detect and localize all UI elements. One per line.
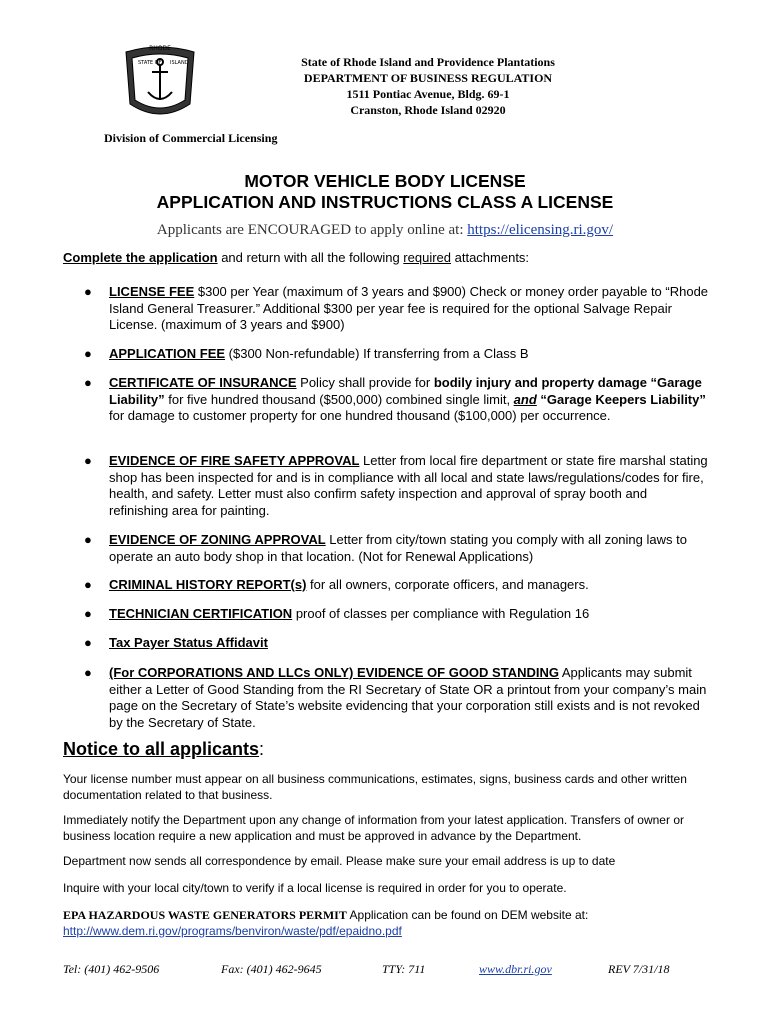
intro-line <box>63 250 529 265</box>
item-text: Applicants may submit either a Letter of Good Standing from the RI Secretary of State OR a printout from your company’s main page on the Secretary of State’s website evidencing that your corporation still exists and is not revoked by the Secretary of State. <box>109 665 707 730</box>
item-text: for five hundred thousand ($500,000) combined single limit, <box>164 391 514 407</box>
item-text: for all owners, corporate officers, and managers. <box>306 577 589 592</box>
bullet-icon: ● <box>84 532 92 547</box>
paragraph-notify-changes: Immediately notify the Department upon any change of information from your latest application. Transfers of owner or business location require a new application and must be approved in advance by the Department. <box>63 813 684 843</box>
list-item-taxpayer <box>109 635 709 652</box>
item-text: $300 per Year (maximum of 3 years and $900) Check or money order payable to “Rhode Island General Treasurer.” Additional $300 per year fee is required for the optional Salvage Repair License. (maximum of 3 years and $900) <box>109 284 709 332</box>
svg-text:ISLAND: ISLAND <box>170 60 189 66</box>
item-text: Letter from city/town stating you comply with all zoning laws to operate an auto body shop in that location. (Not for Renewal Applications) <box>109 532 687 564</box>
footer-web-link[interactable]: www.dbr.ri.gov <box>479 962 552 976</box>
online-notice-text: Applicants are ENCOURAGED to apply online at: <box>156 222 468 238</box>
list-item-license-fee <box>109 284 709 334</box>
bullet-icon: ● <box>84 284 92 299</box>
list-item-good-standing <box>109 665 709 731</box>
agency-header <box>258 54 598 118</box>
item-label: TECHNICIAN CERTIFICATION <box>109 606 293 621</box>
item-text: Letter from local fire department or state fire marshal stating shop has been inspected for and is in compliance with all local and state laws/regulations/codes for fire, health, and safety. Letter must also confirm safety inspection and approval of spray booth and refinishing area for painting. <box>109 453 708 518</box>
bullet-icon: ● <box>84 665 92 680</box>
footer-web <box>479 962 552 977</box>
epa-link[interactable]: http://www.dem.ri.gov/programs/benviron/waste/pdf/epaidno.pdf <box>63 923 402 938</box>
list-item-insurance <box>109 375 709 425</box>
header-line-address: 1511 Pontiac Avenue, Bldg. 69-1 <box>346 87 510 101</box>
bullet-icon: ● <box>84 577 92 592</box>
footer-tty: TTY: 711 <box>382 962 426 976</box>
svg-text:HOPE: HOPE <box>151 114 169 121</box>
item-label: Tax Payer Status Affidavit <box>109 635 268 650</box>
item-text: for damage to customer property for one hundred thousand ($100,000) per occurrence. <box>109 408 611 423</box>
item-text: Policy shall provide for <box>296 375 434 390</box>
footer-rev: REV 7/31/18 <box>608 962 670 976</box>
item-label: EVIDENCE OF ZONING APPROVAL <box>109 532 326 547</box>
header-line-city: Cranston, Rhode Island 02920 <box>350 103 506 117</box>
online-notice <box>0 222 770 239</box>
epa-text: Application can be found on DEM website at: <box>346 908 589 922</box>
bullet-icon: ● <box>84 606 92 621</box>
list-item-zoning <box>109 532 709 565</box>
item-label: LICENSE FEE <box>109 284 195 299</box>
intro-required: required <box>403 250 451 265</box>
division-name: Division of Commercial Licensing <box>104 131 278 145</box>
intro-text2: attachments: <box>451 250 530 265</box>
bullet-icon: ● <box>84 453 92 468</box>
intro-bold: Complete the application <box>63 250 218 265</box>
svg-text:STATE OF: STATE OF <box>138 60 162 66</box>
list-item-technician <box>109 606 709 623</box>
epa-section <box>63 908 713 939</box>
footer-tel: Tel: (401) 462-9506 <box>63 962 160 976</box>
document-title-line2: APPLICATION AND INSTRUCTIONS CLASS A LICENSE <box>156 192 614 212</box>
epa-title: EPA HAZARDOUS WASTE GENERATORS PERMIT <box>63 908 347 922</box>
notice-colon: : <box>259 739 265 759</box>
footer-fax: Fax: (401) 462-9645 <box>221 962 322 976</box>
paragraph-email: Department now sends all correspondence by email. Please make sure your email address is up to date <box>63 854 616 868</box>
item-label: (For CORPORATIONS AND LLCs ONLY) EVIDENCE OF GOOD STANDING <box>109 665 559 680</box>
item-label: CRIMINAL HISTORY REPORT(s) <box>109 577 307 592</box>
paragraph-license-number: Your license number must appear on all business communications, estimates, signs, business cards and other written documentation related to that business. <box>63 772 687 802</box>
svg-text:RHODE: RHODE <box>149 45 171 52</box>
document-title-line1: MOTOR VEHICLE BODY LICENSE <box>244 171 526 191</box>
header-line-state: State of Rhode Island and Providence Plantations <box>301 55 555 69</box>
item-label: EVIDENCE OF FIRE SAFETY APPROVAL <box>109 453 360 468</box>
intro-text1: and return with all the following <box>217 250 404 265</box>
header-line-department: DEPARTMENT OF BUSINESS REGULATION <box>303 71 553 85</box>
item-label: CERTIFICATE OF INSURANCE <box>109 375 297 390</box>
list-item-application-fee <box>109 346 709 363</box>
bullet-icon: ● <box>84 375 92 390</box>
item-text: proof of classes per compliance with Regulation 16 <box>292 606 590 621</box>
state-seal-logo <box>118 42 202 124</box>
elicensing-link[interactable]: https://elicensing.ri.gov/ <box>467 222 614 238</box>
item-label: APPLICATION FEE <box>109 346 226 361</box>
item-text: ($300 Non-refundable) If transferring from a Class B <box>225 346 529 361</box>
bullet-icon: ● <box>84 635 92 650</box>
item-bold: bodily injury and property damage “Garage Liability” <box>109 375 702 407</box>
item-bold: “Garage Keepers Liability” <box>536 391 706 407</box>
notice-heading <box>63 739 264 760</box>
item-and: and <box>513 391 537 407</box>
notice-title: Notice to all applicants <box>63 739 260 759</box>
list-item-fire-safety <box>109 453 709 519</box>
list-item-criminal-history <box>109 577 709 594</box>
paragraph-local-license: Inquire with your local city/town to verify if a local license is required in order for you to operate. <box>63 881 567 895</box>
bullet-icon: ● <box>84 346 92 361</box>
